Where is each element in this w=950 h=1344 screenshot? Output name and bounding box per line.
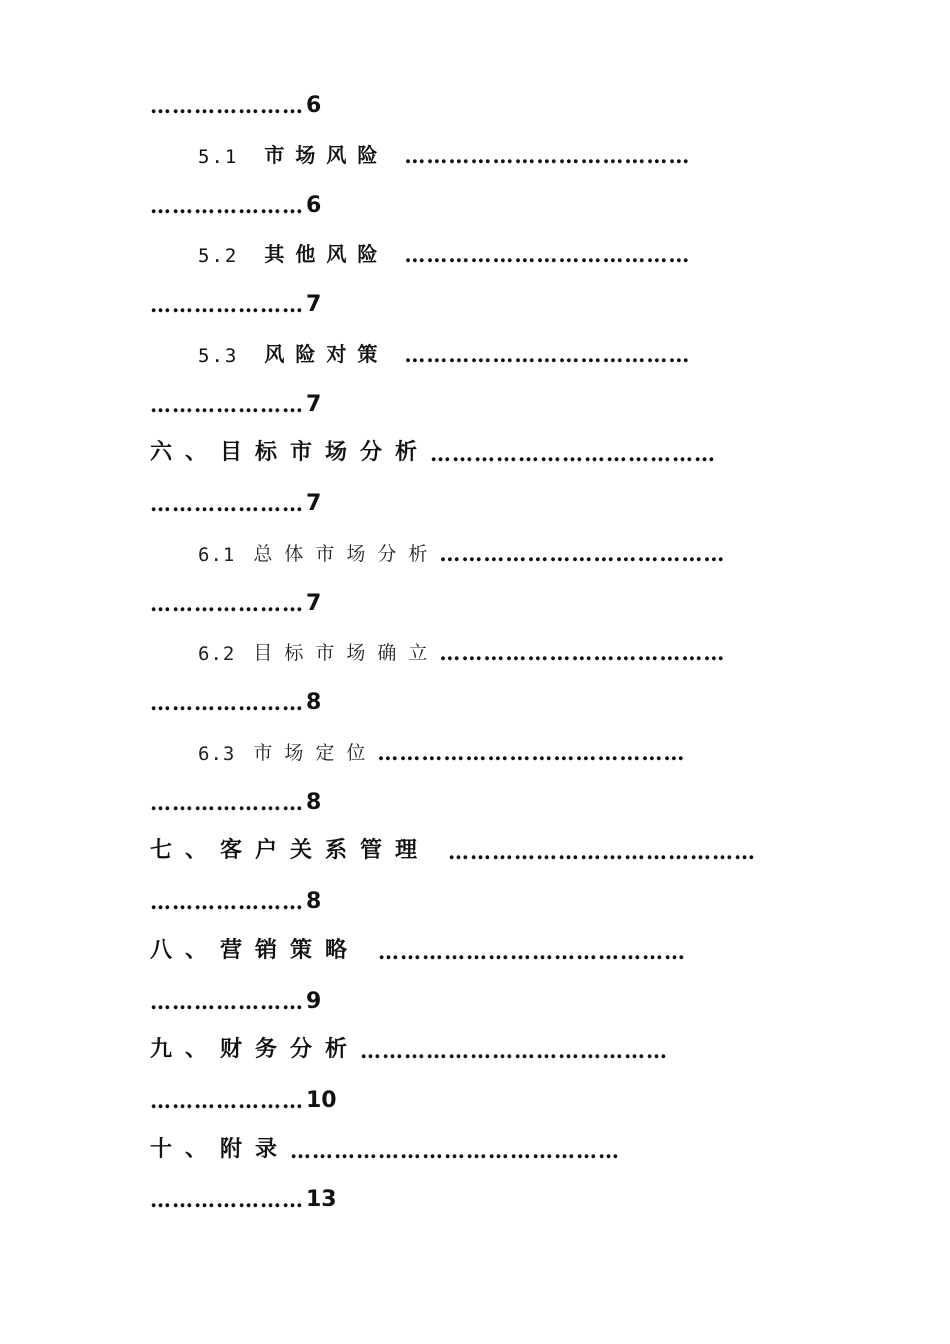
- leader-dots: …………………………………: [439, 541, 726, 566]
- leader-dots: …………………: [150, 1088, 304, 1113]
- toc-continuation-line: [150, 675, 321, 715]
- section-number: 5.1: [198, 146, 239, 168]
- chapter-title: 九、财务分析: [150, 1036, 361, 1062]
- leader-dots: …………………: [150, 889, 304, 914]
- leader-dots: ……………………………………: [377, 740, 686, 765]
- page-number: 8: [306, 889, 322, 914]
- page-number: 9: [306, 989, 322, 1014]
- leader-dots: …………………………………: [404, 242, 691, 267]
- toc-entry-6-3[interactable]: [198, 725, 685, 765]
- leader-dots: …………………: [150, 1187, 304, 1212]
- leader-dots: …………………: [150, 591, 304, 616]
- section-title: 风险对策: [264, 342, 389, 366]
- leader-dots: …………………: [150, 292, 304, 317]
- toc-continuation-line: [150, 775, 321, 815]
- toc-continuation-line: [150, 1073, 337, 1113]
- toc-continuation-line: [150, 178, 321, 218]
- chapter-title: 十、附录: [150, 1136, 291, 1162]
- page-number: 7: [306, 591, 322, 616]
- leader-dots: …………………………………: [430, 441, 717, 466]
- toc-entry-chapter-8[interactable]: [150, 924, 686, 964]
- toc-entry-chapter-10[interactable]: [150, 1123, 620, 1163]
- page-number: 8: [306, 790, 322, 815]
- chapter-title: 六、目标市场分析: [150, 439, 431, 465]
- page-number: 6: [306, 93, 322, 118]
- leader-dots: …………………: [150, 93, 304, 118]
- leader-dots: …………………: [150, 989, 304, 1014]
- toc-entry-5-1[interactable]: [198, 128, 690, 168]
- leader-dots: ………………………………………: [290, 1138, 621, 1163]
- leader-dots: …………………: [150, 790, 304, 815]
- section-number: 6.1: [198, 544, 236, 566]
- page-number: 13: [306, 1187, 337, 1212]
- leader-dots: …………………: [150, 690, 304, 715]
- toc-continuation-line: [150, 576, 321, 616]
- leader-dots: …………………………………: [404, 143, 691, 168]
- section-number: 6.3: [198, 743, 236, 765]
- leader-dots: …………………………………: [404, 342, 691, 367]
- section-title: 总体市场分析: [253, 543, 440, 565]
- section-title: 其他风险: [264, 242, 389, 266]
- toc-entry-chapter-6[interactable]: [150, 426, 716, 466]
- toc-entry-chapter-7[interactable]: [150, 824, 756, 864]
- leader-dots: …………………: [150, 491, 304, 516]
- leader-dots: …………………: [150, 392, 304, 417]
- leader-dots: …………………: [150, 193, 304, 218]
- leader-dots: ……………………………………: [378, 939, 687, 964]
- toc-entry-6-2[interactable]: [198, 625, 725, 665]
- toc-continuation-line: [150, 974, 321, 1014]
- section-number: 5.3: [198, 345, 239, 367]
- chapter-title: 七、客户关系管理: [150, 837, 431, 863]
- toc-continuation-line: [150, 78, 321, 118]
- page-number: 7: [306, 491, 322, 516]
- page-number: 6: [306, 193, 322, 218]
- toc-continuation-line: [150, 277, 321, 317]
- toc-entry-6-1[interactable]: [198, 526, 725, 566]
- leader-dots: …………………………………: [439, 640, 726, 665]
- leader-dots: ……………………………………: [360, 1038, 669, 1063]
- section-title: 市场定位: [253, 742, 378, 764]
- leader-dots: ……………………………………: [448, 839, 757, 864]
- page-number: 10: [306, 1088, 337, 1113]
- toc-continuation-line: [150, 476, 321, 516]
- section-title: 目标市场确立: [253, 642, 440, 664]
- toc-continuation-line: [150, 1172, 337, 1212]
- toc-entry-chapter-9[interactable]: [150, 1023, 668, 1063]
- page-number: 8: [306, 690, 322, 715]
- toc-entry-5-3[interactable]: [198, 327, 690, 367]
- chapter-title: 八、营销策略: [150, 937, 361, 963]
- section-title: 市场风险: [264, 143, 389, 167]
- toc-entry-5-2[interactable]: [198, 227, 690, 267]
- section-number: 5.2: [198, 245, 239, 267]
- section-number: 6.2: [198, 643, 236, 665]
- page-number: 7: [306, 392, 322, 417]
- toc-continuation-line: [150, 377, 321, 417]
- toc-continuation-line: [150, 874, 321, 914]
- page-number: 7: [306, 292, 322, 317]
